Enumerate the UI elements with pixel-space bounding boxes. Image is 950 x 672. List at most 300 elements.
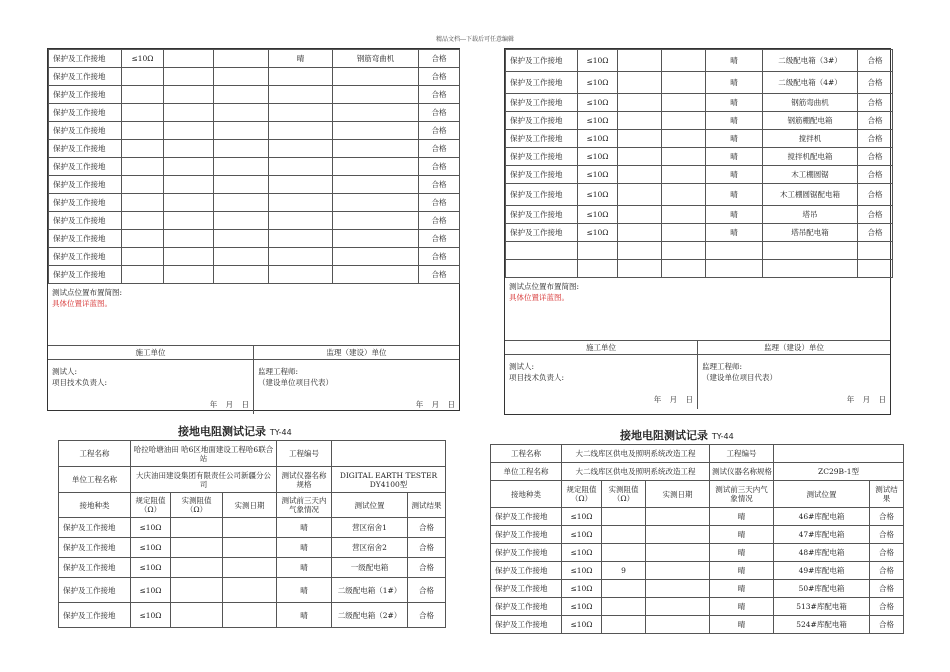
table-row — [49, 230, 460, 248]
table-row — [506, 50, 893, 72]
weather-cell: 晴 — [277, 603, 332, 628]
weather-cell: 晴 — [710, 526, 774, 544]
table-row — [491, 508, 904, 526]
ground-type-header: 接地种类 — [491, 481, 562, 508]
measured-resistance-cell — [618, 72, 662, 94]
tester-label: 测试人: — [509, 362, 535, 371]
spec-resistance-cell — [122, 122, 164, 140]
table-row — [49, 86, 460, 104]
record-table-bottom-right — [490, 444, 904, 634]
ground-type-cell: 保护及工作接地 — [491, 508, 562, 526]
test-location-cell — [333, 68, 419, 86]
test-date-header: 实测日期 — [646, 481, 710, 508]
test-date-cell — [223, 558, 277, 578]
test-result-cell: 合格 — [419, 266, 460, 284]
test-location-cell — [333, 248, 419, 266]
table-row — [491, 562, 904, 580]
test-date-cell — [662, 50, 706, 72]
date-label: 年 月 日 — [209, 400, 249, 409]
ground-type-cell: 保护及工作接地 — [491, 598, 562, 616]
spec-resistance-cell: ≤10Ω — [578, 50, 618, 72]
test-location-cell: 钢筋弯曲机 — [763, 94, 858, 112]
ground-type-cell: 保护及工作接地 — [491, 544, 562, 562]
test-result-cell: 合格 — [858, 166, 893, 184]
spec-resistance-cell — [122, 266, 164, 284]
test-location-cell: 513#库配电箱 — [774, 598, 870, 616]
weather-cell — [269, 86, 333, 104]
table-row — [49, 194, 460, 212]
test-result-cell: 合格 — [858, 112, 893, 130]
measured-resistance-cell — [164, 122, 214, 140]
instrument-label: 测试仪器名称规格 — [710, 463, 774, 481]
measured-resistance-cell — [164, 194, 214, 212]
construction-unit-title: 施工单位 — [505, 341, 697, 355]
header-row — [491, 481, 904, 508]
test-date-cell — [646, 616, 710, 634]
spec-resistance-cell: ≤10Ω — [562, 580, 602, 598]
table-row — [49, 122, 460, 140]
test-date-cell — [223, 538, 277, 558]
layout-note: 具体位置详蓝图。 — [52, 299, 112, 308]
weather-cell: 晴 — [277, 558, 332, 578]
measured-resistance-cell — [171, 578, 223, 603]
test-location-cell — [333, 230, 419, 248]
measured-resistance-cell: 9 — [602, 562, 646, 580]
weather-cell: 晴 — [710, 598, 774, 616]
weather-cell — [269, 158, 333, 176]
test-result-cell: 合格 — [870, 544, 904, 562]
test-result-cell: 合格 — [858, 206, 893, 224]
test-result-cell: 合格 — [870, 526, 904, 544]
test-result-cell: 合格 — [419, 140, 460, 158]
panel-top-left — [47, 48, 460, 411]
ground-type-cell: 保护及工作接地 — [49, 122, 122, 140]
test-result-cell: 合格 — [858, 148, 893, 166]
measured-resistance-cell — [164, 140, 214, 158]
test-date-cell — [223, 578, 277, 603]
table-row — [491, 526, 904, 544]
spec-resistance-header: 规定阻值（Ω） — [562, 481, 602, 508]
ground-type-cell: 保护及工作接地 — [491, 562, 562, 580]
table-row — [491, 598, 904, 616]
test-location-cell: 钢筋棚配电箱 — [763, 112, 858, 130]
measured-resistance-cell — [164, 86, 214, 104]
weather-cell: 晴 — [277, 518, 332, 538]
test-result-cell — [858, 260, 893, 278]
weather-cell: 晴 — [706, 148, 763, 166]
table-row — [491, 616, 904, 634]
test-location-cell: 木工棚圆锯 — [763, 166, 858, 184]
spec-resistance-cell: ≤10Ω — [131, 578, 171, 603]
ground-type-header: 接地种类 — [59, 493, 131, 518]
date-label: 年 月 日 — [846, 395, 886, 404]
instrument-value: DIGITAL EARTH TESTER DY4100型 — [332, 467, 446, 493]
weather-cell — [269, 266, 333, 284]
ground-type-cell: 保护及工作接地 — [506, 166, 578, 184]
spec-resistance-cell — [578, 260, 618, 278]
weather-cell — [269, 68, 333, 86]
spec-resistance-cell: ≤10Ω — [131, 538, 171, 558]
test-result-cell: 合格 — [870, 580, 904, 598]
spec-resistance-cell: ≤10Ω — [562, 562, 602, 580]
measured-resistance-cell — [618, 224, 662, 242]
test-date-header: 实测日期 — [223, 493, 277, 518]
test-result-cell: 合格 — [419, 122, 460, 140]
table-row — [59, 538, 446, 558]
test-location-cell: 塔吊 — [763, 206, 858, 224]
ground-type-cell: 保护及工作接地 — [49, 176, 122, 194]
weather-cell: 晴 — [706, 224, 763, 242]
test-result-cell: 合格 — [870, 562, 904, 580]
measured-resistance-cell — [602, 580, 646, 598]
test-location-cell — [333, 140, 419, 158]
ground-type-cell: 保护及工作接地 — [49, 230, 122, 248]
table-row — [49, 50, 460, 68]
test-result-cell: 合格 — [419, 104, 460, 122]
ground-type-cell: 保护及工作接地 — [49, 212, 122, 230]
supervision-unit-title: 监理（建设）单位 — [254, 346, 459, 360]
ground-type-cell: 保护及工作接地 — [506, 50, 578, 72]
spec-resistance-cell — [122, 104, 164, 122]
panel-top-right — [504, 48, 891, 415]
spec-resistance-cell — [122, 158, 164, 176]
test-date-cell — [214, 68, 269, 86]
weather-cell: 晴 — [277, 578, 332, 603]
owner-rep-label: （建设单位项目代表） — [258, 378, 333, 387]
layout-note: 具体位置详蓝图。 — [509, 293, 569, 302]
ground-type-cell: 保护及工作接地 — [49, 248, 122, 266]
measured-resistance-cell — [164, 248, 214, 266]
layout-sketch-area — [505, 278, 890, 340]
test-date-cell — [646, 580, 710, 598]
test-location-cell — [333, 122, 419, 140]
measured-resistance-cell — [618, 130, 662, 148]
test-date-cell — [662, 72, 706, 94]
test-location-cell: 二级配电箱（3#） — [763, 50, 858, 72]
weather-cell — [269, 194, 333, 212]
test-result-cell — [858, 242, 893, 260]
spec-resistance-cell — [122, 176, 164, 194]
weather-cell: 晴 — [277, 538, 332, 558]
test-date-cell — [214, 140, 269, 158]
test-date-cell — [662, 94, 706, 112]
test-result-cell: 合格 — [419, 176, 460, 194]
test-location-cell: 塔吊配电箱 — [763, 224, 858, 242]
project-name-label: 工程名称 — [59, 441, 131, 467]
measured-resistance-cell — [171, 603, 223, 628]
table-row — [491, 544, 904, 562]
signature-block — [505, 340, 890, 409]
test-date-cell — [662, 206, 706, 224]
weather-cell — [706, 242, 763, 260]
weather-cell — [706, 260, 763, 278]
ground-type-cell: 保护及工作接地 — [59, 518, 131, 538]
measured-resistance-cell — [618, 206, 662, 224]
tech-lead-label: 项目技术负责人: — [509, 373, 565, 382]
test-location-cell: 524#库配电箱 — [774, 616, 870, 634]
spec-resistance-cell: ≤10Ω — [578, 224, 618, 242]
measured-resistance-cell — [618, 184, 662, 206]
ground-type-cell: 保护及工作接地 — [506, 224, 578, 242]
spec-resistance-cell — [122, 194, 164, 212]
test-location-cell — [333, 212, 419, 230]
test-result-cell: 合格 — [858, 94, 893, 112]
ground-type-cell: 保护及工作接地 — [49, 158, 122, 176]
instrument-value: ZC29B-1型 — [774, 463, 904, 481]
test-location-cell — [333, 194, 419, 212]
measured-resistance-cell — [618, 94, 662, 112]
weather-cell: 晴 — [706, 72, 763, 94]
test-location-header: 测试位置 — [774, 481, 870, 508]
record-table-bottom-left — [58, 440, 446, 628]
ground-type-cell: 保护及工作接地 — [49, 68, 122, 86]
test-location-cell — [333, 266, 419, 284]
weather-cell: 晴 — [706, 50, 763, 72]
ground-type-cell: 保护及工作接地 — [49, 50, 122, 68]
test-date-cell — [662, 224, 706, 242]
table-row — [59, 518, 446, 538]
date-label: 年 月 日 — [653, 395, 693, 404]
engineer-label: 监理工程师: — [702, 362, 743, 371]
spec-resistance-cell: ≤10Ω — [578, 94, 618, 112]
project-no-label: 工程编号 — [710, 445, 774, 463]
measured-resistance-cell — [618, 148, 662, 166]
table-row — [506, 148, 893, 166]
test-location-header: 测试位置 — [332, 493, 408, 518]
test-location-cell: 木工棚圆锯配电箱 — [763, 184, 858, 206]
test-location-cell — [333, 158, 419, 176]
weather-cell: 晴 — [710, 562, 774, 580]
spec-resistance-cell — [122, 248, 164, 266]
weather-cell: 晴 — [710, 508, 774, 526]
test-location-cell: 钢筋弯曲机 — [333, 50, 419, 68]
ground-type-cell — [506, 260, 578, 278]
test-result-cell: 合格 — [408, 538, 446, 558]
test-date-cell — [662, 112, 706, 130]
weather-cell: 晴 — [710, 580, 774, 598]
test-result-cell: 合格 — [858, 130, 893, 148]
weather-header: 测试前三天内气象情况 — [277, 493, 332, 518]
weather-cell: 晴 — [706, 184, 763, 206]
measured-resistance-header: 实测阻值（Ω） — [171, 493, 223, 518]
panel-bottom-left — [58, 440, 445, 623]
test-date-cell — [214, 158, 269, 176]
measured-resistance-cell — [602, 616, 646, 634]
measured-resistance-cell — [618, 50, 662, 72]
measured-resistance-cell — [618, 166, 662, 184]
test-location-cell: 47#库配电箱 — [774, 526, 870, 544]
test-date-cell — [223, 518, 277, 538]
test-date-cell — [646, 508, 710, 526]
test-location-cell: 营区宿舍1 — [332, 518, 408, 538]
test-location-cell — [763, 260, 858, 278]
test-result-cell: 合格 — [870, 598, 904, 616]
test-date-cell — [223, 603, 277, 628]
spec-resistance-cell: ≤10Ω — [578, 166, 618, 184]
test-date-cell — [646, 526, 710, 544]
test-result-cell: 合格 — [858, 184, 893, 206]
test-date-cell — [646, 562, 710, 580]
ground-type-cell: 保护及工作接地 — [506, 94, 578, 112]
test-date-cell — [662, 148, 706, 166]
test-date-cell — [662, 242, 706, 260]
spec-resistance-cell: ≤10Ω — [578, 206, 618, 224]
test-result-cell: 合格 — [419, 158, 460, 176]
weather-header: 测试前三天内气象情况 — [710, 481, 774, 508]
table-row — [491, 580, 904, 598]
tech-lead-label: 项目技术负责人: — [52, 378, 108, 387]
unit-name-value: 大庆油田建设集团有限责任公司新疆分公司 — [131, 467, 277, 493]
test-result-cell: 合格 — [408, 603, 446, 628]
weather-cell — [269, 212, 333, 230]
table-row — [49, 248, 460, 266]
weather-cell — [269, 176, 333, 194]
test-date-cell — [214, 86, 269, 104]
test-location-cell: 48#库配电箱 — [774, 544, 870, 562]
owner-rep-label: （建设单位项目代表） — [702, 373, 777, 382]
spec-resistance-cell: ≤10Ω — [122, 50, 164, 68]
weather-cell: 晴 — [706, 94, 763, 112]
spec-resistance-cell: ≤10Ω — [562, 616, 602, 634]
measured-resistance-cell — [164, 68, 214, 86]
weather-cell: 晴 — [710, 544, 774, 562]
table-row — [49, 158, 460, 176]
weather-cell — [269, 122, 333, 140]
measured-resistance-cell — [171, 538, 223, 558]
test-result-cell: 合格 — [870, 616, 904, 634]
ground-type-cell: 保护及工作接地 — [506, 112, 578, 130]
instrument-label: 测试仪器名称规格 — [277, 467, 332, 493]
table-row — [506, 94, 893, 112]
measured-resistance-cell — [602, 598, 646, 616]
ground-type-cell: 保护及工作接地 — [49, 140, 122, 158]
ground-type-cell: 保护及工作接地 — [506, 130, 578, 148]
spec-resistance-cell — [122, 140, 164, 158]
project-name-value: 大二线库区供电及照明系统改造工程 — [562, 445, 710, 463]
table-row — [506, 130, 893, 148]
ground-type-cell: 保护及工作接地 — [59, 538, 131, 558]
weather-cell: 晴 — [710, 616, 774, 634]
measured-resistance-cell — [618, 112, 662, 130]
test-date-cell — [662, 166, 706, 184]
ground-type-cell — [506, 242, 578, 260]
spec-resistance-cell — [578, 242, 618, 260]
ground-type-cell: 保护及工作接地 — [506, 184, 578, 206]
test-location-cell: 46#库配电箱 — [774, 508, 870, 526]
ground-type-cell: 保护及工作接地 — [59, 603, 131, 628]
spec-resistance-cell: ≤10Ω — [578, 130, 618, 148]
record-title-left: 接地电阻测试记录 TY-44 — [178, 425, 292, 438]
tester-label: 测试人: — [52, 367, 78, 376]
test-location-cell: 50#库配电箱 — [774, 580, 870, 598]
measured-resistance-cell — [602, 526, 646, 544]
test-date-cell — [214, 50, 269, 68]
test-result-cell: 合格 — [408, 578, 446, 603]
test-date-cell — [214, 212, 269, 230]
table-row — [506, 206, 893, 224]
measured-resistance-cell — [602, 508, 646, 526]
test-location-cell: 搅拌机 — [763, 130, 858, 148]
measured-resistance-header: 实测阻值（Ω） — [602, 481, 646, 508]
test-result-cell: 合格 — [419, 248, 460, 266]
test-location-cell: 二级配电箱（1#） — [332, 578, 408, 603]
test-date-cell — [214, 104, 269, 122]
weather-cell — [269, 140, 333, 158]
measured-resistance-cell — [164, 212, 214, 230]
measured-resistance-cell — [164, 230, 214, 248]
table-row — [506, 72, 893, 94]
test-date-cell — [662, 130, 706, 148]
table-row — [49, 212, 460, 230]
table-row — [49, 266, 460, 284]
measured-resistance-cell — [602, 544, 646, 562]
table-row — [506, 166, 893, 184]
test-date-cell — [214, 194, 269, 212]
ground-type-cell: 保护及工作接地 — [506, 72, 578, 94]
supervision-unit-title: 监理（建设）单位 — [698, 341, 890, 355]
test-result-cell: 合格 — [858, 72, 893, 94]
panel-bottom-right — [490, 444, 903, 634]
spec-resistance-cell: ≤10Ω — [131, 603, 171, 628]
project-name-value: 哈拉哈塘油田 哈6区地面建设工程哈6联合站 — [131, 441, 277, 467]
weather-cell: 晴 — [706, 206, 763, 224]
spec-resistance-cell: ≤10Ω — [562, 598, 602, 616]
table-row — [49, 140, 460, 158]
project-name-label: 工程名称 — [491, 445, 562, 463]
layout-label: 测试点位置布置简图: — [509, 282, 580, 291]
weather-cell: 晴 — [706, 130, 763, 148]
measured-resistance-cell — [164, 50, 214, 68]
weather-cell — [269, 248, 333, 266]
measured-resistance-cell — [164, 104, 214, 122]
header-row — [59, 493, 446, 518]
test-date-cell — [662, 260, 706, 278]
test-result-cell: 合格 — [419, 68, 460, 86]
test-result-cell: 合格 — [419, 230, 460, 248]
ground-type-cell: 保护及工作接地 — [491, 616, 562, 634]
measured-resistance-cell — [164, 266, 214, 284]
table-row — [49, 104, 460, 122]
measurement-table-top-left — [48, 49, 460, 284]
table-row — [506, 112, 893, 130]
ground-type-cell: 保护及工作接地 — [49, 194, 122, 212]
test-location-cell — [333, 176, 419, 194]
table-row — [59, 558, 446, 578]
construction-unit-title: 施工单位 — [48, 346, 253, 360]
spec-resistance-header: 规定阻值（Ω） — [131, 493, 171, 518]
spec-resistance-cell — [122, 68, 164, 86]
layout-label: 测试点位置布置简图: — [52, 288, 123, 297]
spec-resistance-cell: ≤10Ω — [578, 148, 618, 166]
table-row — [506, 224, 893, 242]
test-date-cell — [662, 184, 706, 206]
weather-cell — [269, 104, 333, 122]
table-row — [49, 68, 460, 86]
test-location-cell — [333, 104, 419, 122]
table-row — [59, 603, 446, 628]
spec-resistance-cell: ≤10Ω — [562, 508, 602, 526]
test-date-cell — [214, 248, 269, 266]
spec-resistance-cell: ≤10Ω — [562, 544, 602, 562]
test-result-cell: 合格 — [419, 50, 460, 68]
spec-resistance-cell: ≤10Ω — [578, 72, 618, 94]
unit-name-label: 单位工程名称 — [491, 463, 562, 481]
ground-type-cell: 保护及工作接地 — [491, 580, 562, 598]
measured-resistance-cell — [618, 242, 662, 260]
spec-resistance-cell: ≤10Ω — [131, 558, 171, 578]
test-location-cell — [333, 86, 419, 104]
record-title-right: 接地电阻测试记录 TY-44 — [620, 429, 734, 442]
